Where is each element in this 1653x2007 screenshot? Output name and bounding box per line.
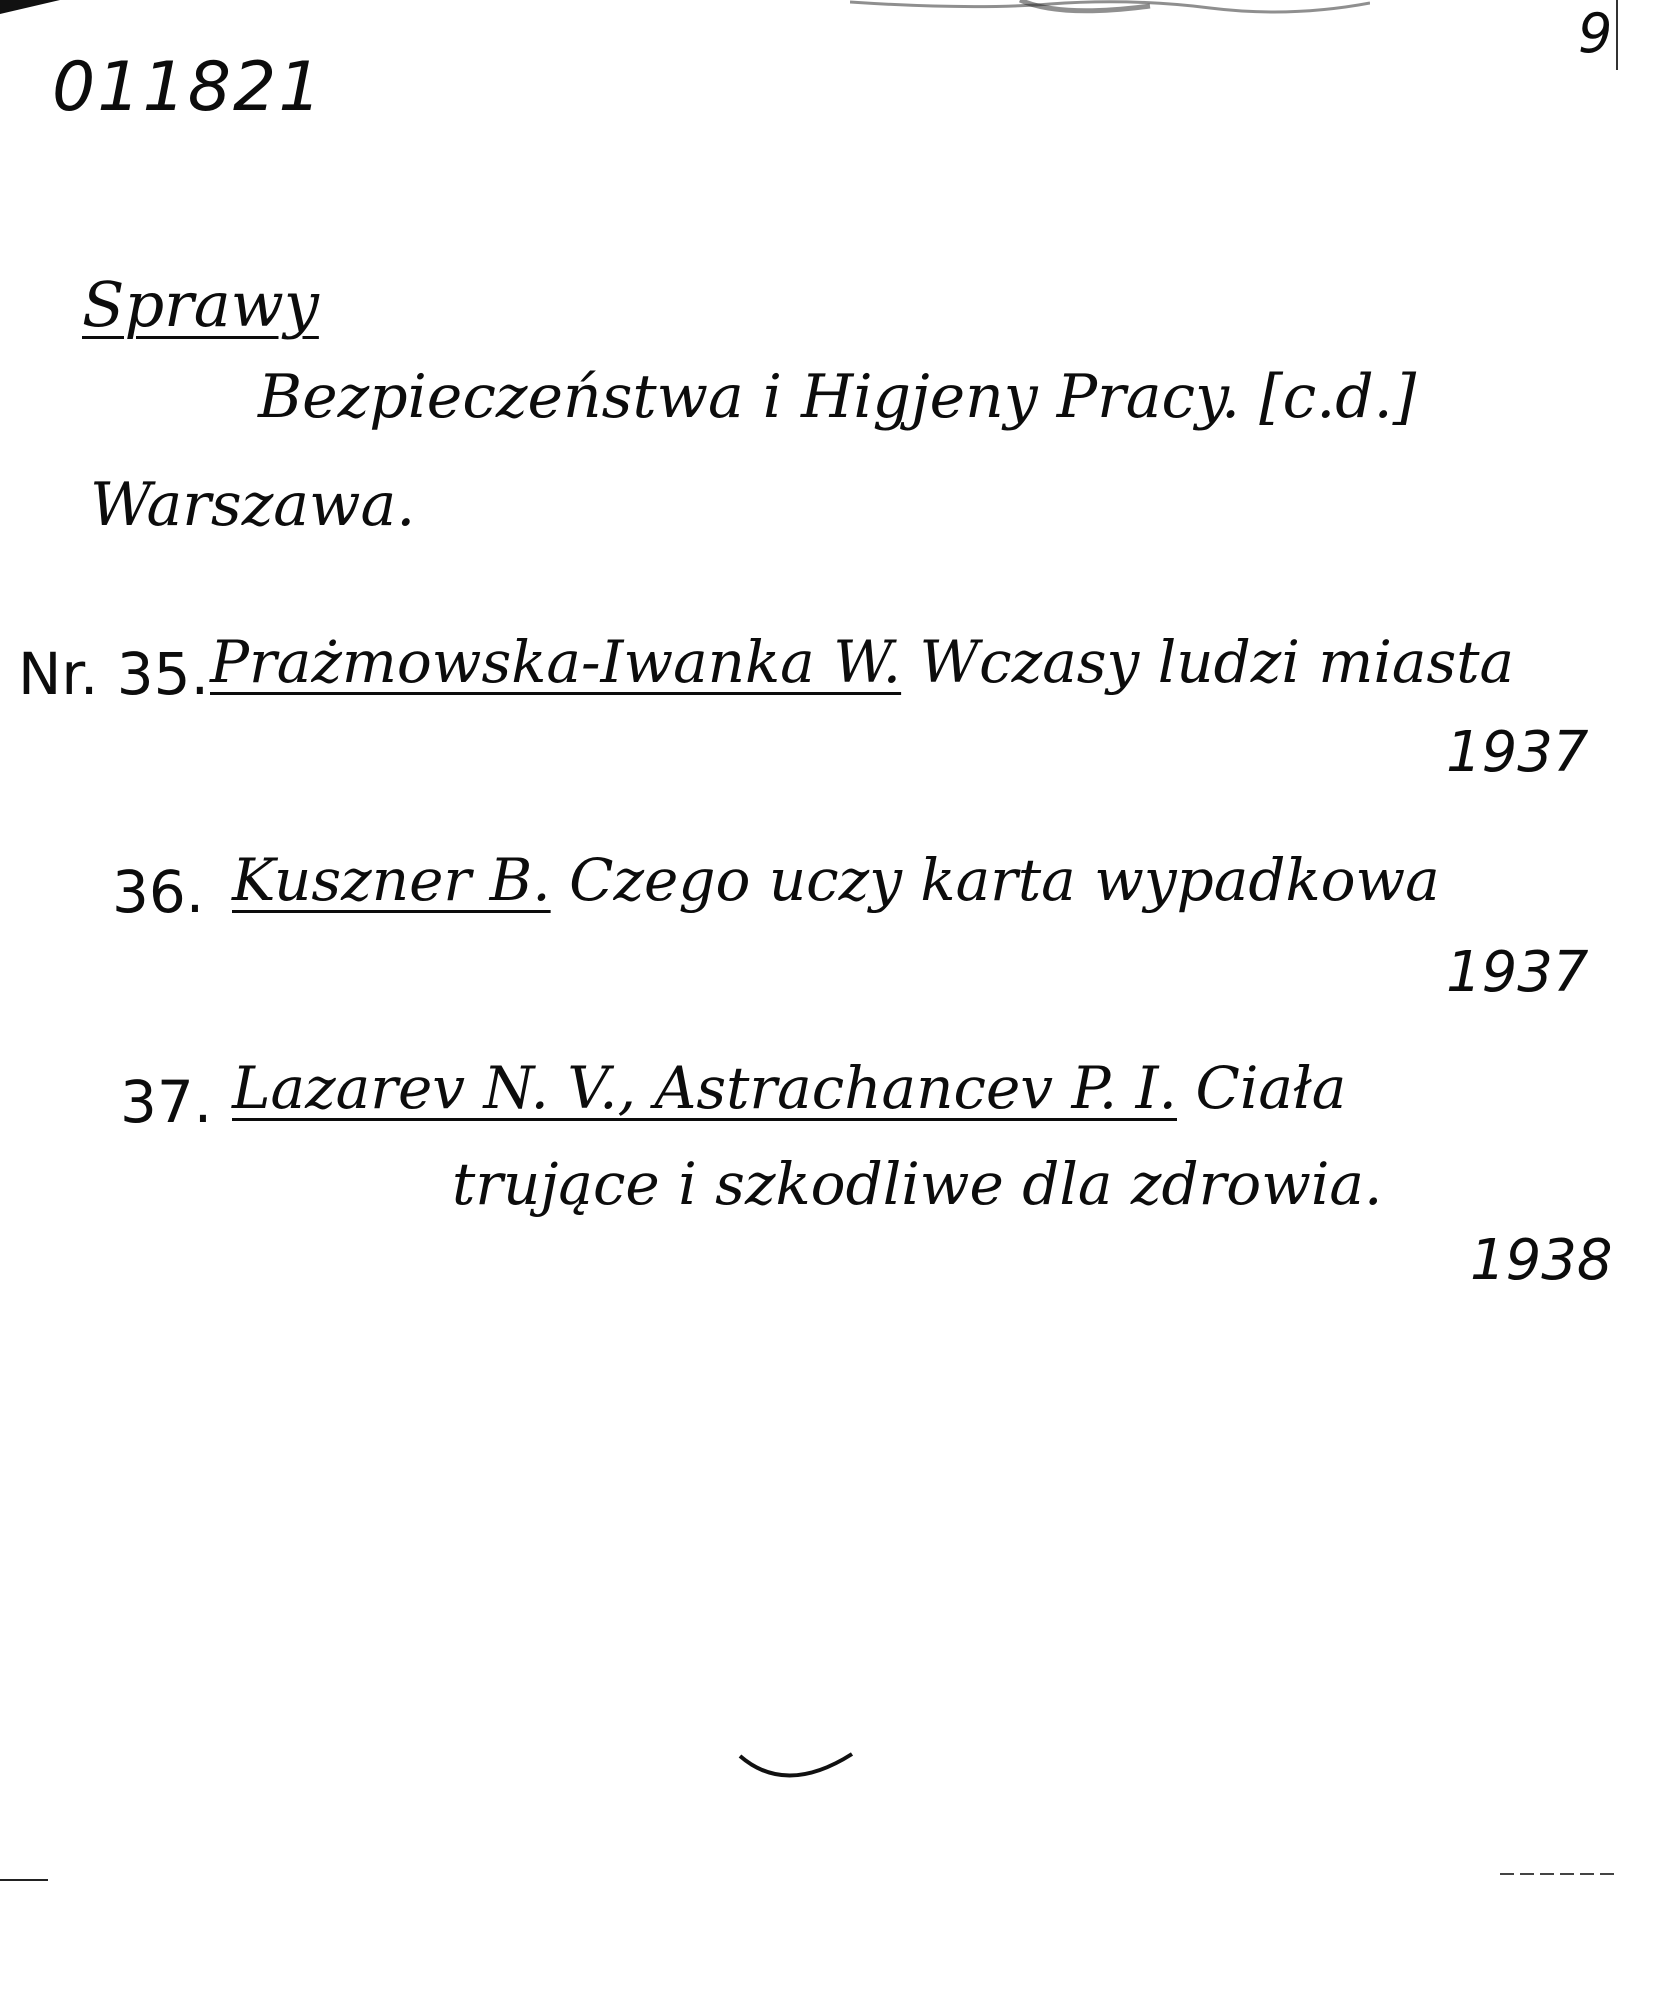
- entry-35-year: 1937: [1446, 720, 1589, 785]
- entry-35-text: [210, 628, 1514, 696]
- entry-35-title: Wczasy ludzi miasta: [919, 628, 1515, 696]
- entry-37-title-line1: Ciała: [1195, 1054, 1347, 1122]
- subject-title: Bezpieczeństwa i Higjeny Pracy. [c.d.]: [258, 362, 1417, 432]
- entry-36-author: Kuszner B.: [232, 846, 551, 914]
- corner-mark: [0, 0, 60, 20]
- entry-36-number: 36.: [112, 858, 205, 926]
- heading: Sprawy: [82, 268, 319, 341]
- entry-37-author: Lazarev N. V., Astrachancev P. I.: [232, 1054, 1177, 1122]
- place-name: Warszawa.: [90, 470, 416, 540]
- entry-37-title-line2: trujące i szkodliwe dla zdrowia.: [452, 1150, 1383, 1218]
- entry-37-year: 1938: [1470, 1228, 1613, 1293]
- entry-35-number: Nr. 35.: [18, 640, 210, 708]
- entry-35-author: Prażmowska-Iwanka W.: [210, 628, 902, 696]
- entry-37-number: 37.: [120, 1068, 213, 1136]
- bottom-right-dash: [1500, 1870, 1620, 1878]
- page-number: 9: [1578, 2, 1613, 65]
- entry-36-year: 1937: [1446, 940, 1589, 1005]
- entry-36-title: Czego uczy karta wypadkowa: [569, 846, 1440, 914]
- bottom-left-dash: [0, 1876, 48, 1884]
- entry-36-text: [232, 846, 1440, 914]
- entry-37-text: [232, 1054, 1346, 1122]
- catalog-number: 011821: [52, 48, 324, 127]
- scan-smudge: [850, 0, 1370, 24]
- right-edge-line: [1612, 0, 1622, 70]
- punch-hole-arc: [736, 1750, 856, 1800]
